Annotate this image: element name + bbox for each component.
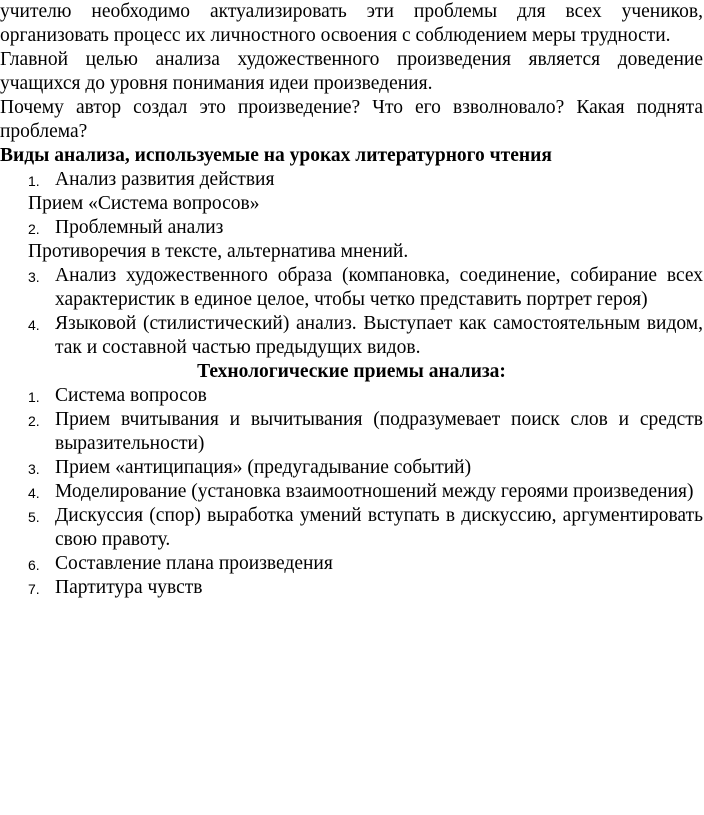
list-number: 4.	[28, 485, 40, 501]
list-item-text: Проблемный анализ	[55, 217, 224, 238]
list-item-text: Дискуссия (спор) выработка умений вступать в дискуссию, аргументировать свою правоту.	[55, 505, 703, 550]
list-item-text: Анализ художественного образа (компановка, соединение, собирание всех характеристик в единое целое, чтобы четко представить портрет героя)	[55, 265, 703, 310]
list-item	[0, 264, 703, 312]
section-heading-techniques: Технологические приемы анализа:	[197, 361, 506, 382]
list-item	[0, 312, 703, 360]
list-item	[0, 504, 703, 552]
list-item	[0, 576, 703, 600]
list-item-text: Моделирование (установка взаимоотношений между героями произведения)	[55, 481, 694, 502]
list-item	[0, 408, 703, 456]
list-item	[0, 168, 703, 192]
intro-paragraph-3: Почему автор создал это произведение? Что его взволновало? Какая поднята проблема?	[0, 97, 703, 142]
list-note: Противоречия в тексте, альтернатива мнений.	[28, 241, 409, 262]
list-number: 6.	[28, 557, 40, 573]
list-item-text: Анализ развития действия	[55, 169, 275, 190]
list-number: 3.	[28, 461, 40, 477]
list-item	[0, 456, 703, 480]
section-heading-analysis-types: Виды анализа, используемые на уроках литературного чтения	[0, 145, 552, 166]
list-note: Прием «Система вопросов»	[28, 193, 260, 214]
list-item	[0, 384, 703, 408]
list-number: 7.	[28, 581, 40, 597]
analysis-types-list	[0, 168, 703, 192]
list-number: 1.	[28, 389, 40, 405]
list-item	[0, 480, 703, 504]
list-item-text: Языковой (стилистический) анализ. Выступает как самостоятельным видом, так и составной частью предыдущих видов.	[55, 313, 703, 358]
list-number: 1.	[28, 173, 40, 189]
list-number: 5.	[28, 509, 40, 525]
list-number: 2.	[28, 413, 40, 429]
list-number: 3.	[28, 269, 40, 285]
list-item-text: Прием вчитывания и вычитывания (подразумевает поиск слов и средств выразительности)	[55, 409, 703, 454]
analysis-types-list	[0, 264, 703, 360]
list-item	[0, 216, 703, 240]
techniques-list	[0, 384, 703, 600]
list-item-text: Прием «антиципация» (предугадывание событий)	[55, 457, 472, 478]
list-item-text: Составление плана произведения	[55, 553, 333, 574]
list-item	[0, 552, 703, 576]
list-number: 2.	[28, 221, 40, 237]
list-item-text: Система вопросов	[55, 385, 207, 406]
analysis-types-list	[0, 216, 703, 240]
intro-paragraph-2: Главной целью анализа художественного произведения является доведение учащихся до уровня понимания идеи произведения.	[0, 49, 703, 94]
intro-paragraph-1: учителю необходимо актуализировать эти проблемы для всех учеников, организовать процесс их личностного освоения с соблюдением меры трудности.	[0, 1, 703, 46]
list-number: 4.	[28, 317, 40, 333]
list-item-text: Партитура чувств	[55, 577, 203, 598]
